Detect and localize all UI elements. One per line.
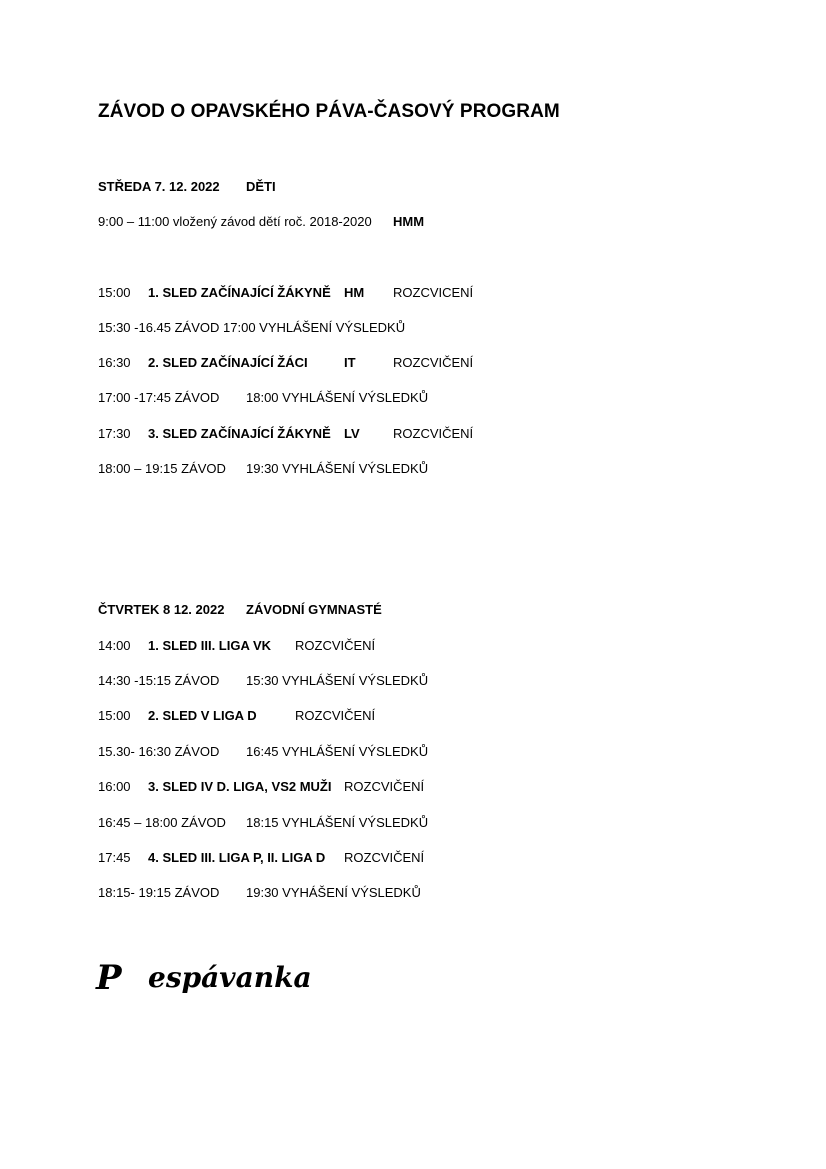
- row-note: ROZCVICENÍ: [393, 285, 474, 300]
- row-time: 15:00: [98, 708, 131, 723]
- row-note: ROZCVIČENÍ: [344, 850, 425, 865]
- day1-intro-code: HMM: [393, 214, 425, 229]
- signature-initial: P: [96, 958, 122, 998]
- row-note: ROZCVIČENÍ: [393, 426, 474, 441]
- row-result: 18:15 VYHLÁŠENÍ VÝSLEDKŮ: [246, 815, 429, 830]
- row-result: 18:00 VYHLÁŠENÍ VÝSLEDKŮ: [246, 390, 429, 405]
- row-time: 16:45 – 18:00 ZÁVOD: [98, 815, 226, 830]
- day2-date: ČTVRTEK 8 12. 2022: [98, 602, 225, 617]
- day1-intro-time: 9:00 – 11:00 vložený závod dětí roč. 2018-2020: [98, 214, 372, 229]
- day2-group: ZÁVODNÍ GYMNASTÉ: [246, 602, 382, 617]
- row-note: ROZCVIČENÍ: [295, 638, 376, 653]
- row-time: 16:30: [98, 355, 131, 370]
- row-code: LV: [344, 426, 360, 441]
- signature-text: espávanka: [148, 961, 312, 994]
- row-time: 14:00: [98, 638, 131, 653]
- row-time: 17:45: [98, 850, 131, 865]
- page-title: ZÁVOD O OPAVSKÉHO PÁVA-ČASOVÝ PROGRAM: [98, 101, 560, 122]
- row-sled: 1. SLED ZAČÍNAJÍCÍ ŽÁKYNĚ: [148, 285, 331, 300]
- row-sled: 2. SLED V LIGA D: [148, 708, 257, 723]
- row-result: 16:45 VYHLÁŠENÍ VÝSLEDKŮ: [246, 744, 429, 759]
- row-sled: 1. SLED III. LIGA VK: [148, 638, 272, 653]
- row-sled: 3. SLED IV D. LIGA, VS2 MUŽI: [148, 779, 332, 794]
- row-time: 16:00: [98, 779, 131, 794]
- row-time: 15:00: [98, 285, 131, 300]
- row-sled: 2. SLED ZAČÍNAJÍCÍ ŽÁCI: [148, 355, 308, 370]
- row-time: 18:00 – 19:15 ZÁVOD: [98, 461, 226, 476]
- row-result: 19:30 VYHLÁŠENÍ VÝSLEDKŮ: [246, 461, 429, 476]
- row-note: ROZCVIČENÍ: [344, 779, 425, 794]
- row-note: ROZCVIČENÍ: [295, 708, 376, 723]
- row-result: 15:30 VYHLÁŠENÍ VÝSLEDKŮ: [246, 673, 429, 688]
- row-text: 15:30 -16.45 ZÁVOD 17:00 VYHLÁŠENÍ VÝSLEDKŮ: [98, 320, 406, 335]
- row-note: ROZCVIČENÍ: [393, 355, 474, 370]
- signature: [96, 958, 312, 1002]
- day1-group: DĚTI: [246, 179, 276, 194]
- row-result: 19:30 VYHÁŠENÍ VÝSLEDKŮ: [246, 885, 421, 900]
- row-time: 17:00 -17:45 ZÁVOD: [98, 390, 220, 405]
- row-code: IT: [344, 355, 356, 370]
- row-sled: 3. SLED ZAČÍNAJÍCÍ ŽÁKYNĚ: [148, 426, 331, 441]
- row-time: 14:30 -15:15 ZÁVOD: [98, 673, 220, 688]
- day1-date: STŘEDA 7. 12. 2022: [98, 179, 220, 194]
- row-sled: 4. SLED III. LIGA P, II. LIGA D: [148, 850, 326, 865]
- row-time: 17:30: [98, 426, 131, 441]
- row-code: HM: [344, 285, 365, 300]
- row-time: 15.30- 16:30 ZÁVOD: [98, 744, 220, 759]
- row-time: 18:15- 19:15 ZÁVOD: [98, 885, 220, 900]
